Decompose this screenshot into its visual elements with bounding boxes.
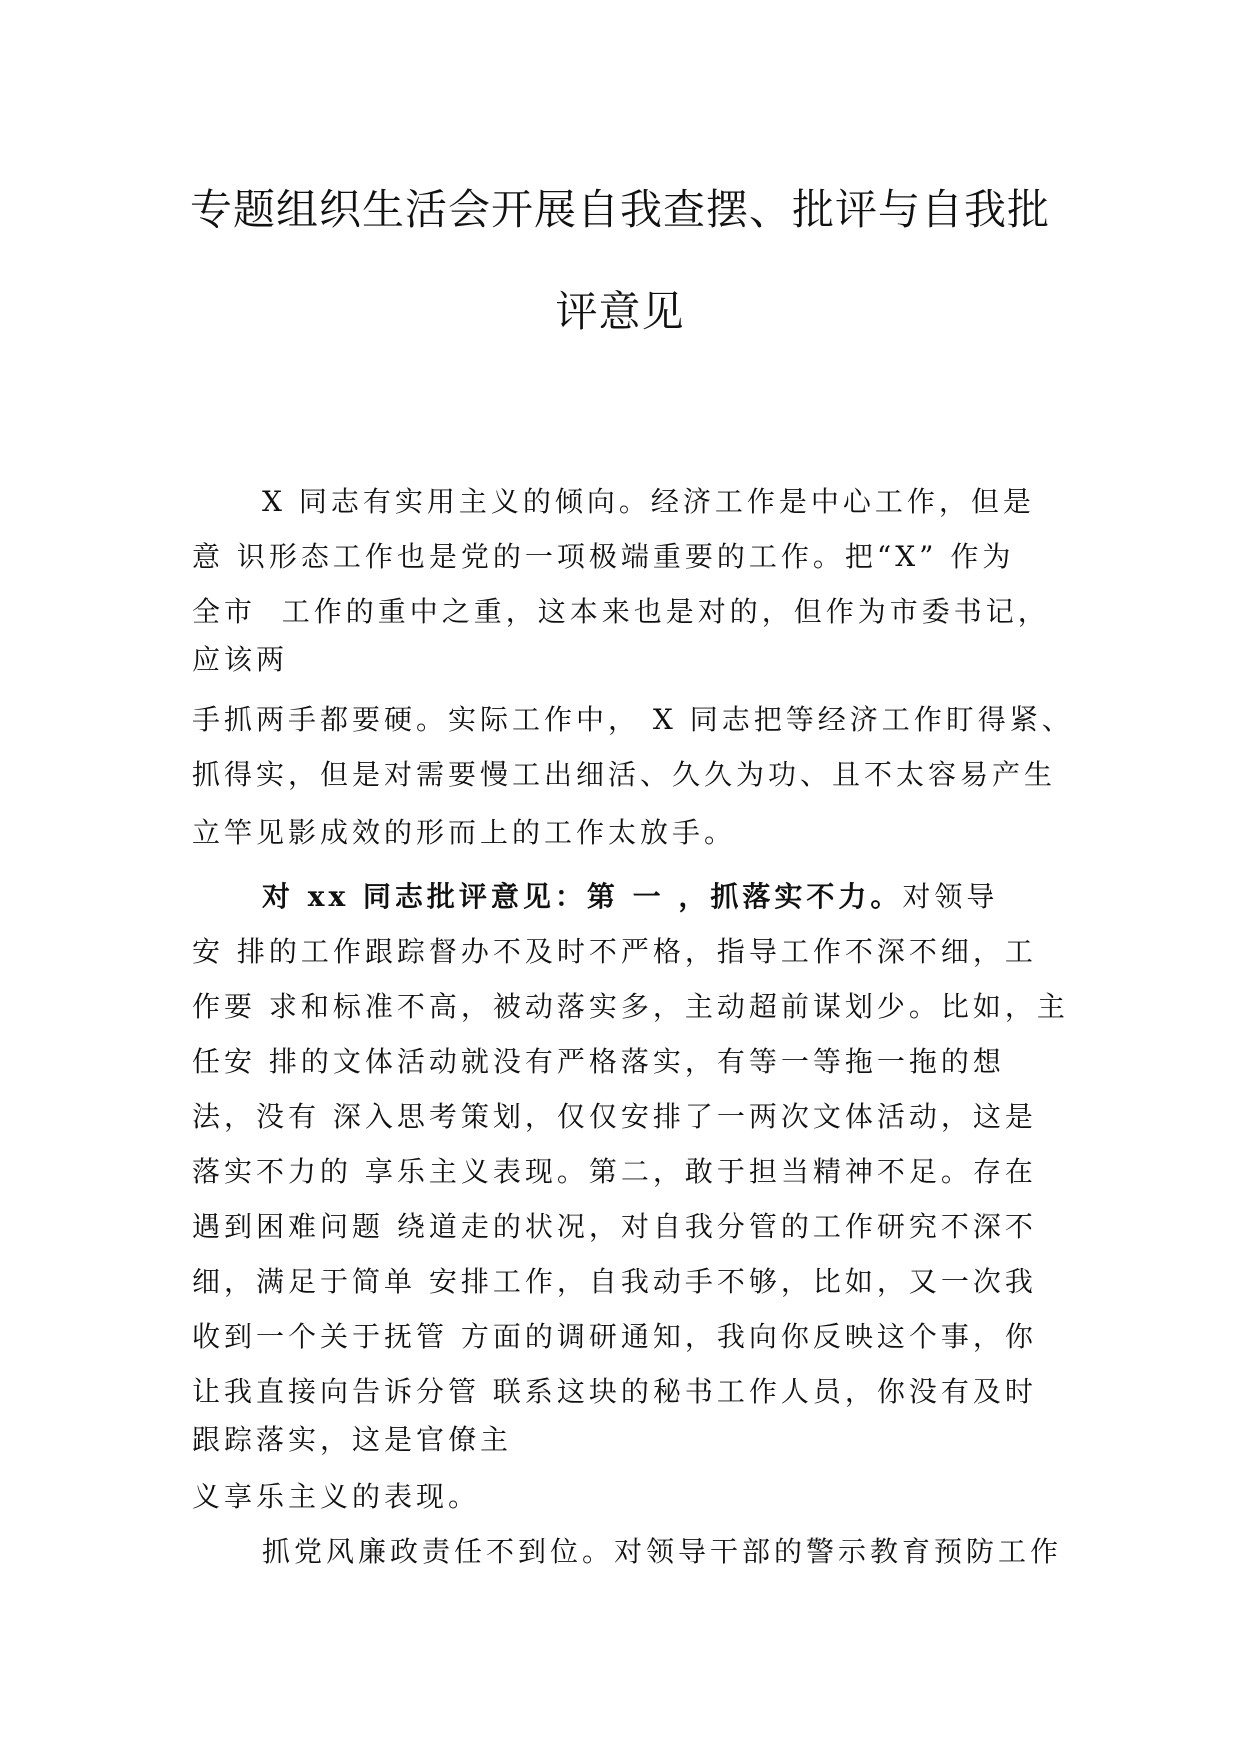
- body-line: 法，没有 深入思考策划，仅仅安排了一两次文体活动，这是: [192, 1100, 1037, 1133]
- critique-bold-lead: 对 xx 同志批评意见：第 一 ，抓落实不力。: [262, 880, 903, 913]
- critique-paragraph-start: [262, 877, 998, 917]
- body-line: 对领导: [902, 880, 999, 913]
- body-line: 安 排的工作跟踪督办不及时不严格，指导工作不深不细，工: [192, 935, 1037, 968]
- body-line: 细，满足于简单 安排工作，自我动手不够，比如，又一次我: [192, 1265, 1037, 1298]
- body-line: 应该两: [192, 643, 289, 676]
- body-line: 落实不力的 享乐主义表现。第二，敢于担当精神不足。存在: [192, 1155, 1037, 1188]
- body-line: 收到一个关于抚管 方面的调研通知，我向你反映这个事，你: [192, 1320, 1037, 1353]
- body-line: 任安 排的文体活动就没有严格落实，有等一等拖一拖的想: [192, 1045, 1005, 1078]
- document-title-line-1: 专题组织生活会开展自我查摆、批评与自我批: [189, 185, 1050, 234]
- body-line: 抓得实，但是对需要慢工出细活、久久为功、且不太容易产生: [192, 758, 1057, 791]
- body-line: 抓党风廉政责任不到位。对领导干部的警示教育预防工作: [262, 1535, 1063, 1568]
- body-line: 遇到困难问题 绕道走的状况，对自我分管的工作研究不深不: [192, 1210, 1037, 1243]
- body-line: 让我直接向告诉分管 联系这块的秘书工作人员，你没有及时: [192, 1375, 1037, 1408]
- body-line: 义享乐主义的表现。: [192, 1480, 481, 1513]
- body-line: 跟踪落实，这是官僚主: [192, 1423, 513, 1456]
- body-line: 作要 求和标准不高，被动落实多，主动超前谋划少。比如，主: [192, 990, 1069, 1023]
- body-line: 立竿见影成效的形而上的工作太放手。: [192, 816, 737, 849]
- body-line: 全市 工作的重中之重，这本来也是对的，但作为市委书记，: [192, 595, 1050, 628]
- document-title-line-2: 评意见: [555, 287, 685, 336]
- body-line: 意 识形态工作也是党的一项极端重要的工作。把“X” 作为: [192, 540, 1015, 573]
- body-line: 手抓两手都要硬。实际工作中， X 同志把等经济工作盯得紧、: [192, 703, 1074, 736]
- body-line: X 同志有实用主义的倾向。经济工作是中心工作，但是: [262, 485, 1035, 518]
